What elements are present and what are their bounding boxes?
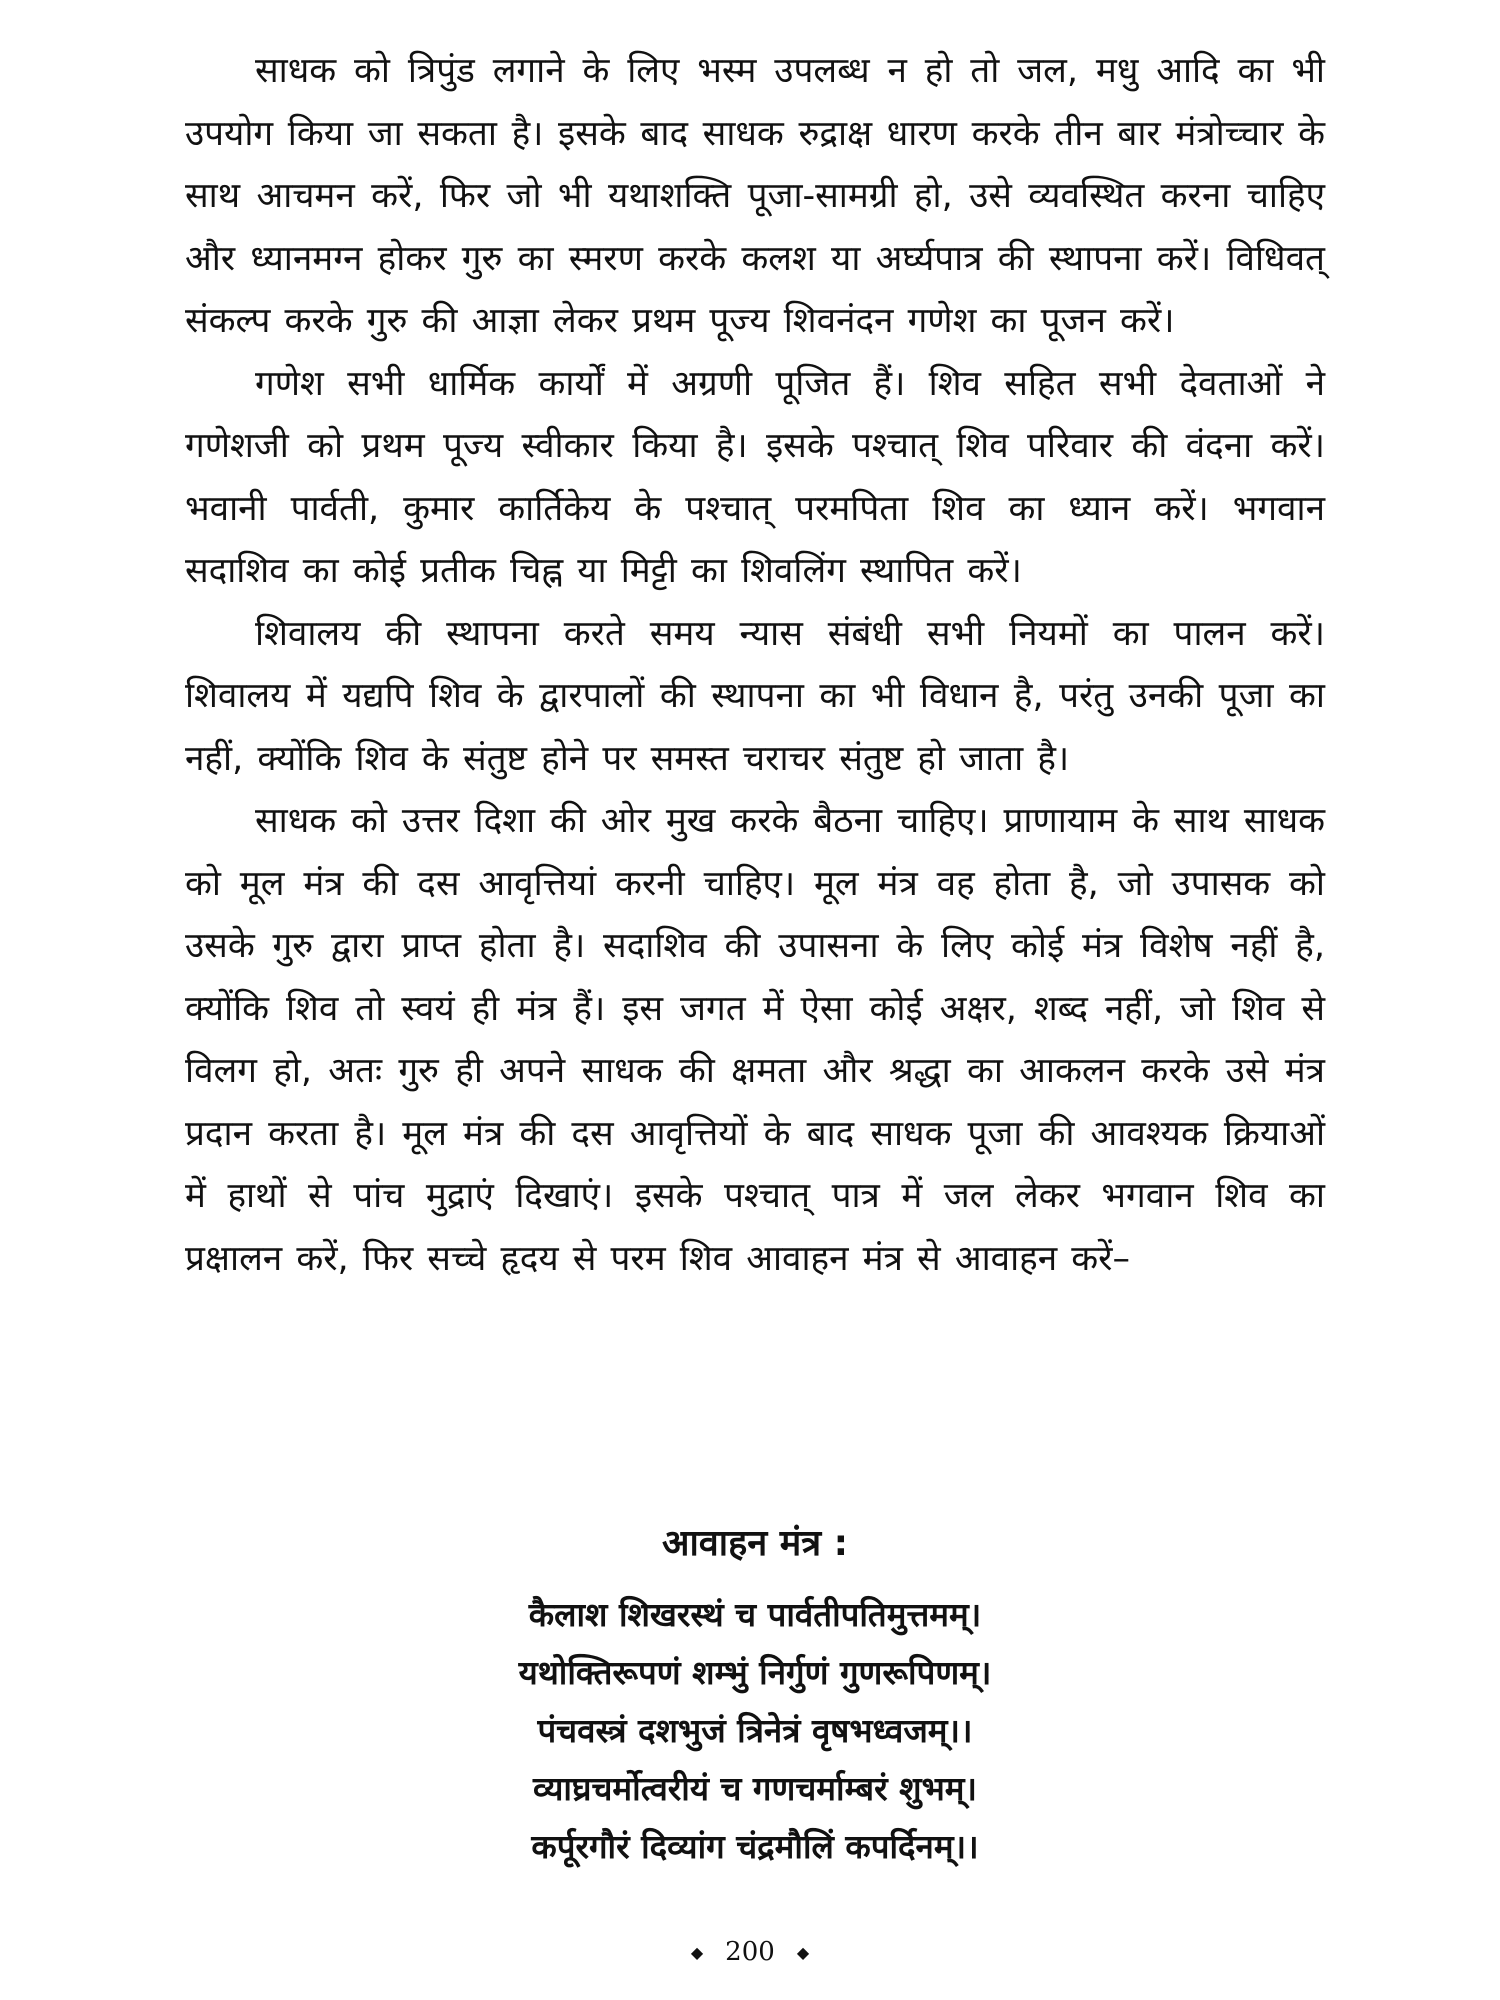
diamond-bullet-icon: ◆ — [796, 1943, 810, 1962]
paragraph-3: शिवालय की स्थापना करते समय न्यास संबंधी सभी नियमों का पालन करें। शिवालय में यद्यपि शिव के द्वारपालों की स्थापना का भी विधान है, परंतु उनकी पूजा का नहीं, क्योंकि शिव के संतुष्ट होने पर समस्त चराचर संतुष्ट हो जाता है। — [185, 613, 1325, 779]
mantra-heading: आवाहन मंत्र : — [661, 1523, 849, 1564]
mantra-line-1: कैलाश शिखरस्थं च पार्वतीपतिमुत्तमम्। — [528, 1595, 982, 1634]
mantra-block — [185, 1512, 1325, 1876]
mantra-line-2: यथोक्तिरूपणं शम्भुं निर्गुणं गुणरूपिणम्। — [518, 1653, 992, 1692]
page-number: 200 — [725, 1937, 775, 1967]
paragraph-1: साधक को त्रिपुंड लगाने के लिए भस्म उपलब्ध न हो तो जल, मधु आदि का भी उपयोग किया जा सकता है। इसके बाद साधक रुद्राक्ष धारण करके तीन बार मंत्रोच्चार के साथ आचमन करें, फिर जो भी यथाशक्ति पूजा-सामग्री हो, उसे व्यवस्थित करना चाहिए और ध्यानमग्न होकर गुरु का स्मरण करके कलश या अर्घ्यपात्र की स्थापना करें। विधिवत् संकल्प करके गुरु की आज्ञा लेकर प्रथम पूज्य शिवनंदन गणेश का पूजन करें। — [185, 51, 1325, 341]
mantra-line-3: पंचवस्त्रं दशभुजं त्रिनेत्रं वृषभध्वजम्।। — [537, 1711, 973, 1750]
paragraph-4: साधक को उत्तर दिशा की ओर मुख करके बैठना चाहिए। प्राणायाम के साथ साधक को मूल मंत्र की दस आवृत्तियां करनी चाहिए। मूल मंत्र वह होता है, जो उपासक को उसके गुरु द्वारा प्राप्त होता है। सदाशिव की उपासना के लिए कोई मंत्र विशेष नहीं है, क्योंकि शिव तो स्वयं ही मंत्र हैं। इस जगत में ऐसा कोई अक्षर, शब्द नहीं, जो शिव से विलग हो, अतः गुरु ही अपने साधक की क्षमता और श्रद्धा का आकलन करके उसे मंत्र प्रदान करता है। मूल मंत्र की दस आवृत्तियों के बाद साधक पूजा की आवश्यक क्रियाओं में हाथों से पांच मुद्राएं दिखाएं। इसके पश्चात् पात्र में जल लेकर भगवान शिव का प्रक्षालन करें, फिर सच्चे हृदय से परम शिव आवाहन मंत्र से आवाहन करें– — [185, 801, 1325, 1279]
paragraph-2: गणेश सभी धार्मिक कार्यों में अग्रणी पूजित हैं। शिव सहित सभी देवताओं ने गणेशजी को प्रथम पूज्य स्वीकार किया है। इसके पश्चात् शिव परिवार की वंदना करें। भवानी पार्वती, कुमार कार्तिकेय के पश्चात् परमपिता शिव का ध्यान करें। भगवान सदाशिव का कोई प्रतीक चिह्न या मिट्टी का शिवलिंग स्थापित करें। — [185, 363, 1325, 591]
mantra-line-5: कर्पूरगौरं दिव्यांग चंद्रमौलिं कपर्दिनम्।। — [531, 1827, 979, 1866]
diamond-bullet-icon: ◆ — [690, 1943, 704, 1962]
page-footer — [0, 1932, 1500, 1973]
body-text — [185, 40, 1325, 1290]
mantra-line-4: व्याघ्रचर्मोत्वरीयं च गणचर्माम्बरं शुभम्। — [532, 1769, 978, 1808]
